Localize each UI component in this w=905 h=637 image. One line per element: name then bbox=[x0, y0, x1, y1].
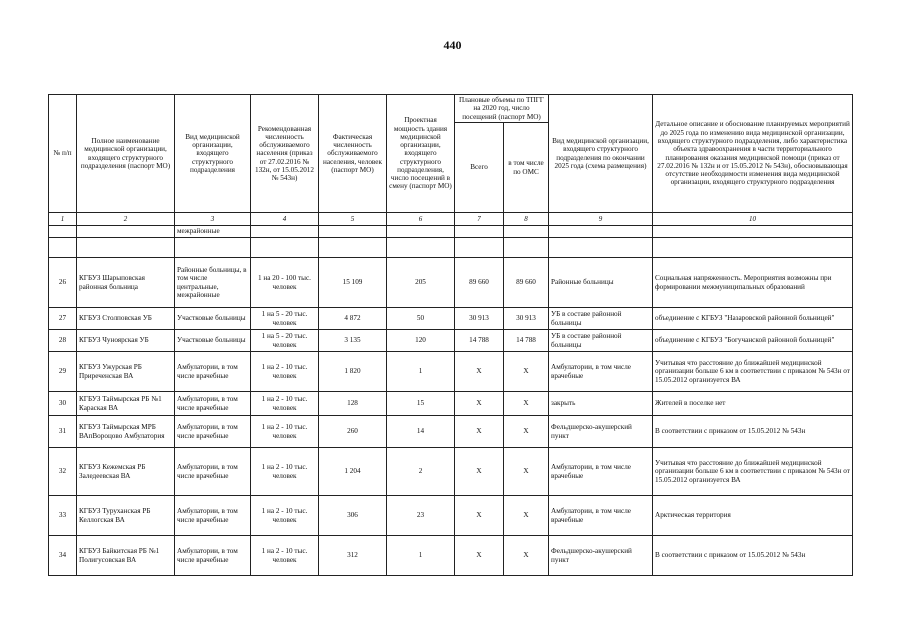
column-number: 1 bbox=[49, 213, 77, 226]
planned-oms: 14 788 bbox=[504, 330, 549, 352]
description: В соответствии с приказом от 15.05.2012 № 543н bbox=[653, 416, 853, 448]
header-oms: в том числе по ОМС bbox=[504, 123, 549, 213]
actual-population: 1 204 bbox=[319, 448, 387, 496]
actual-population: 306 bbox=[319, 496, 387, 536]
column-number: 7 bbox=[455, 213, 504, 226]
planned-oms: Х bbox=[504, 392, 549, 416]
header-row bbox=[49, 95, 853, 123]
row-number: 30 bbox=[49, 392, 77, 416]
design-capacity: 50 bbox=[387, 308, 455, 330]
recommended-population: 1 на 2 - 10 тыс. человек bbox=[251, 352, 319, 392]
row-number: 27 bbox=[49, 308, 77, 330]
type-2025: Районные больницы bbox=[549, 258, 653, 308]
column-number: 3 bbox=[175, 213, 251, 226]
org-name: КГБУЗ Столповская УБ bbox=[77, 308, 175, 330]
type-2025: Фельдшерско-акушерский пункт bbox=[549, 536, 653, 576]
planned-total: 14 788 bbox=[455, 330, 504, 352]
type-2025: УБ в составе районной больницы bbox=[549, 308, 653, 330]
header-type: Вид медицинской организации, входящего структурного подразделения bbox=[175, 95, 251, 213]
continuation-type: межрайонные bbox=[175, 226, 251, 238]
recommended-population: 1 на 2 - 10 тыс. человек bbox=[251, 448, 319, 496]
column-number: 9 bbox=[549, 213, 653, 226]
description: В соответствии с приказом от 15.05.2012 № 543н bbox=[653, 536, 853, 576]
spacer-row bbox=[49, 238, 853, 258]
org-name: КГБУЗ Таймырская РБ №1 Караская ВА bbox=[77, 392, 175, 416]
column-number: 10 bbox=[653, 213, 853, 226]
recommended-population: 1 на 2 - 10 тыс. человек bbox=[251, 496, 319, 536]
continuation-row bbox=[49, 226, 853, 238]
type-2025: Фельдшерско-акушерский пункт bbox=[549, 416, 653, 448]
design-capacity: 205 bbox=[387, 258, 455, 308]
design-capacity: 2 bbox=[387, 448, 455, 496]
org-type: Участковые больницы bbox=[175, 308, 251, 330]
column-number: 6 bbox=[387, 213, 455, 226]
description: Учитывая что расстояние до ближайшей медицинской организации больше 6 км в соответствии с приказом № 543н от 15.05.2012 организуется ВА bbox=[653, 448, 853, 496]
planned-oms: Х bbox=[504, 352, 549, 392]
table-row bbox=[49, 416, 853, 448]
planned-oms: 30 913 bbox=[504, 308, 549, 330]
recommended-population: 1 на 2 - 10 тыс. человек bbox=[251, 536, 319, 576]
header-recommended: Рекомендованная численность обслуживаемого населения (приказ от 27.02.2016 № 132н, от 15.05.2012 № 543н) bbox=[251, 95, 319, 213]
org-name: КГБУЗ Ужурская РБ Приреченская ВА bbox=[77, 352, 175, 392]
table-row bbox=[49, 308, 853, 330]
row-number: 33 bbox=[49, 496, 77, 536]
header-capacity: Проектная мощность здания медицинской организации, входящего структурного подразделения, число посещений в смену (паспорт МО) bbox=[387, 95, 455, 213]
recommended-population: 1 на 5 - 20 тыс. человек bbox=[251, 330, 319, 352]
org-type: Амбулатории, в том числе врачебные bbox=[175, 496, 251, 536]
description: Жителей в поселке нет bbox=[653, 392, 853, 416]
actual-population: 312 bbox=[319, 536, 387, 576]
type-2025: закрыть bbox=[549, 392, 653, 416]
table-row bbox=[49, 536, 853, 576]
planned-oms: Х bbox=[504, 536, 549, 576]
actual-population: 15 109 bbox=[319, 258, 387, 308]
header-total: Всего bbox=[455, 123, 504, 213]
planned-oms: 89 660 bbox=[504, 258, 549, 308]
header-actual: Фактическая численность обслуживаемого населения, человек (паспорт МО) bbox=[319, 95, 387, 213]
row-number: 32 bbox=[49, 448, 77, 496]
planned-total: Х bbox=[455, 392, 504, 416]
planned-oms: Х bbox=[504, 496, 549, 536]
column-numbers-row bbox=[49, 213, 853, 226]
planned-total: Х bbox=[455, 448, 504, 496]
org-name: КГБУЗ Таймырская МРБ ВАпВороцово Амбулатория bbox=[77, 416, 175, 448]
header-planned: Плановые объемы по ТПГГ на 2020 год, число посещений (паспорт МО) bbox=[455, 95, 549, 123]
table-row bbox=[49, 330, 853, 352]
planned-total: Х bbox=[455, 416, 504, 448]
row-number: 26 bbox=[49, 258, 77, 308]
planned-oms: Х bbox=[504, 448, 549, 496]
org-name: КГБУЗ Байкитская РБ №1 Полигусовская ВА bbox=[77, 536, 175, 576]
table-row bbox=[49, 258, 853, 308]
table-row bbox=[49, 392, 853, 416]
design-capacity: 23 bbox=[387, 496, 455, 536]
table-row bbox=[49, 352, 853, 392]
header-description: Детальное описание и обоснование планируемых мероприятий до 2025 года по изменению вида медицинской организации, входящего структурного подразделения, либо характеристика объекта здравоохранения в части территориального планирования оказания медицинской помощи (приказ от 27.02.2016 № 132н и от 15.05.2012 № 543н), обосновывающая отсутствие необходимости изменения вида медицинской организации, входящего структурного подразделения bbox=[653, 95, 853, 213]
org-type: Участковые больницы bbox=[175, 330, 251, 352]
recommended-population: 1 на 20 - 100 тыс. человек bbox=[251, 258, 319, 308]
table-row bbox=[49, 448, 853, 496]
organizations-table bbox=[48, 94, 853, 576]
org-name: КГБУЗ Кежемская РБ Заледеевская ВА bbox=[77, 448, 175, 496]
actual-population: 4 872 bbox=[319, 308, 387, 330]
recommended-population: 1 на 5 - 20 тыс. человек bbox=[251, 308, 319, 330]
actual-population: 3 135 bbox=[319, 330, 387, 352]
org-type: Амбулатории, в том числе врачебные bbox=[175, 392, 251, 416]
description: Социальная напряженность. Мероприятия возможны при формировании межмуниципальных образований bbox=[653, 258, 853, 308]
actual-population: 128 bbox=[319, 392, 387, 416]
planned-total: 30 913 bbox=[455, 308, 504, 330]
row-number: 34 bbox=[49, 536, 77, 576]
type-2025: Амбулатории, в том числе врачебные bbox=[549, 352, 653, 392]
page-number: 440 bbox=[443, 38, 462, 52]
org-name: КГБУЗ Чуноярская УБ bbox=[77, 330, 175, 352]
column-number: 4 bbox=[251, 213, 319, 226]
org-type: Амбулатории, в том числе врачебные bbox=[175, 536, 251, 576]
type-2025: Амбулатории, в том числе врачебные bbox=[549, 448, 653, 496]
column-number: 2 bbox=[77, 213, 175, 226]
row-number: 31 bbox=[49, 416, 77, 448]
design-capacity: 1 bbox=[387, 352, 455, 392]
description: Учитывая что расстояние до ближайшей медицинской организации больше 6 км в соответствии с приказом № 543н от 15.05.2012 организуется ВА bbox=[653, 352, 853, 392]
column-number: 8 bbox=[504, 213, 549, 226]
table-row bbox=[49, 496, 853, 536]
planned-total: Х bbox=[455, 496, 504, 536]
planned-oms: Х bbox=[504, 416, 549, 448]
header-name: Полное наименование медицинской организации, входящего структурного подразделения (паспорт МО) bbox=[77, 95, 175, 213]
design-capacity: 120 bbox=[387, 330, 455, 352]
org-type: Районные больницы, в том числе центральные, межрайонные bbox=[175, 258, 251, 308]
planned-total: Х bbox=[455, 352, 504, 392]
org-type: Амбулатории, в том числе врачебные bbox=[175, 416, 251, 448]
org-name: КГБУЗ Шарыповская районная больница bbox=[77, 258, 175, 308]
org-name: КГБУЗ Туруханская РБ Келлогская ВА bbox=[77, 496, 175, 536]
type-2025: УБ в составе районной больницы bbox=[549, 330, 653, 352]
row-number: 29 bbox=[49, 352, 77, 392]
row-number: 28 bbox=[49, 330, 77, 352]
header-type2025: Вид медицинской организации, входящего структурного подразделения по окончании 2025 года (схема размещения) bbox=[549, 95, 653, 213]
actual-population: 1 820 bbox=[319, 352, 387, 392]
org-type: Амбулатории, в том числе врачебные bbox=[175, 448, 251, 496]
recommended-population: 1 на 2 - 10 тыс. человек bbox=[251, 392, 319, 416]
description: объединение с КГБУЗ "Назаровской районной больницей" bbox=[653, 308, 853, 330]
type-2025: Амбулатории, в том числе врачебные bbox=[549, 496, 653, 536]
design-capacity: 14 bbox=[387, 416, 455, 448]
design-capacity: 1 bbox=[387, 536, 455, 576]
description: объединение с КГБУЗ "Богучанской районной больницей" bbox=[653, 330, 853, 352]
planned-total: Х bbox=[455, 536, 504, 576]
actual-population: 260 bbox=[319, 416, 387, 448]
description: Арктическая территория bbox=[653, 496, 853, 536]
recommended-population: 1 на 2 - 10 тыс. человек bbox=[251, 416, 319, 448]
column-number: 5 bbox=[319, 213, 387, 226]
header-num: № п/п bbox=[49, 95, 77, 213]
planned-total: 89 660 bbox=[455, 258, 504, 308]
design-capacity: 15 bbox=[387, 392, 455, 416]
org-type: Амбулатории, в том числе врачебные bbox=[175, 352, 251, 392]
